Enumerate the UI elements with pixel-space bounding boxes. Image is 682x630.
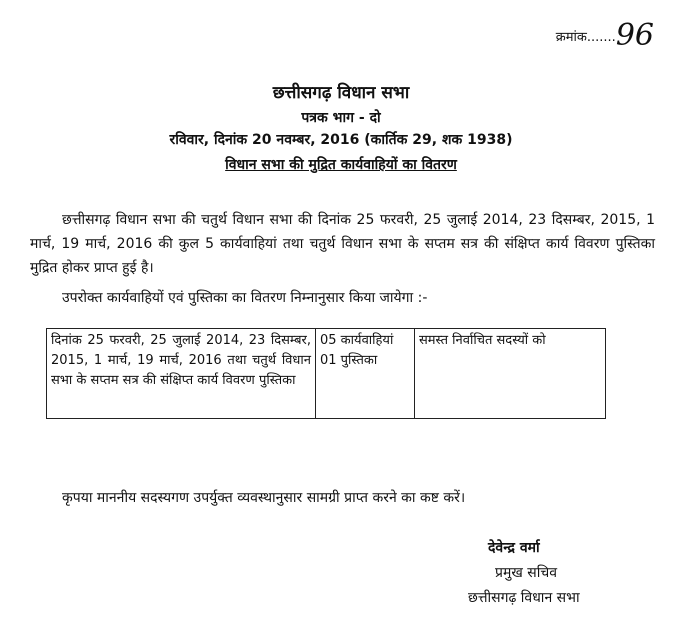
- material-quantity: [316, 329, 415, 419]
- serial-label: क्रमांक.......: [555, 30, 616, 45]
- serial-number: [556, 18, 654, 53]
- distribution-table: [46, 328, 606, 419]
- subject-text: विधान सभा की मुद्रित कार्यवाहियों का वितरण: [225, 157, 457, 173]
- quantity-proceedings: 05 कार्यवाहियां: [320, 333, 394, 348]
- recipients: समस्त निर्वाचित सदस्यों को: [415, 329, 606, 419]
- document-title: छत्तीसगढ़ विधान सभा: [272, 83, 410, 103]
- signatory-office: छत्तीसगढ़ विधान सभा: [468, 590, 580, 606]
- document-date: रविवार, दिनांक 20 नवम्बर, 2016 (कार्तिक 29, शक 1938): [169, 132, 513, 148]
- signatory-designation: प्रमुख सचिव: [495, 565, 558, 581]
- material-description: दिनांक 25 फरवरी, 25 जुलाई 2014, 23 दिसम्बर, 2015, 1 मार्च, 19 मार्च, 2016 तथा चतुर्थ विधान सभा के सप्तम सत्र की संक्षिप्त कार्य विवरण पुस्तिका: [47, 329, 316, 419]
- quantity-booklet: 01 पुस्तिका: [320, 353, 378, 368]
- document-subject: [0, 155, 682, 174]
- serial-value: 96: [615, 18, 654, 53]
- signatory-name: देवेन्द्र वर्मा: [488, 540, 540, 556]
- distribution-intro: उपरोक्त कार्यवाहियों एवं पुस्तिका का वितरण निम्नानुसार किया जायेगा :-: [62, 290, 428, 306]
- bulletin-part: पत्रक भाग - दो: [301, 110, 381, 126]
- table-row: [47, 329, 606, 419]
- request-text: कृपया माननीय सदस्यगण उपर्युक्त व्यवस्थानुसार सामग्री प्राप्त करने का कष्ट करें।: [62, 490, 466, 506]
- body-paragraph: छत्तीसगढ़ विधान सभा की चतुर्थ विधान सभा की दिनांक 25 फरवरी, 25 जुलाई 2014, 23 दिसम्बर, 2015, 1 मार्च, 19 मार्च, 2016 की कुल 5 कार्यवाहियां तथा चतुर्थ विधान सभा के सप्तम सत्र की संक्षिप्त कार्य विवरण पुस्तिका मुद्रित होकर प्राप्त हुई है।: [30, 212, 655, 276]
